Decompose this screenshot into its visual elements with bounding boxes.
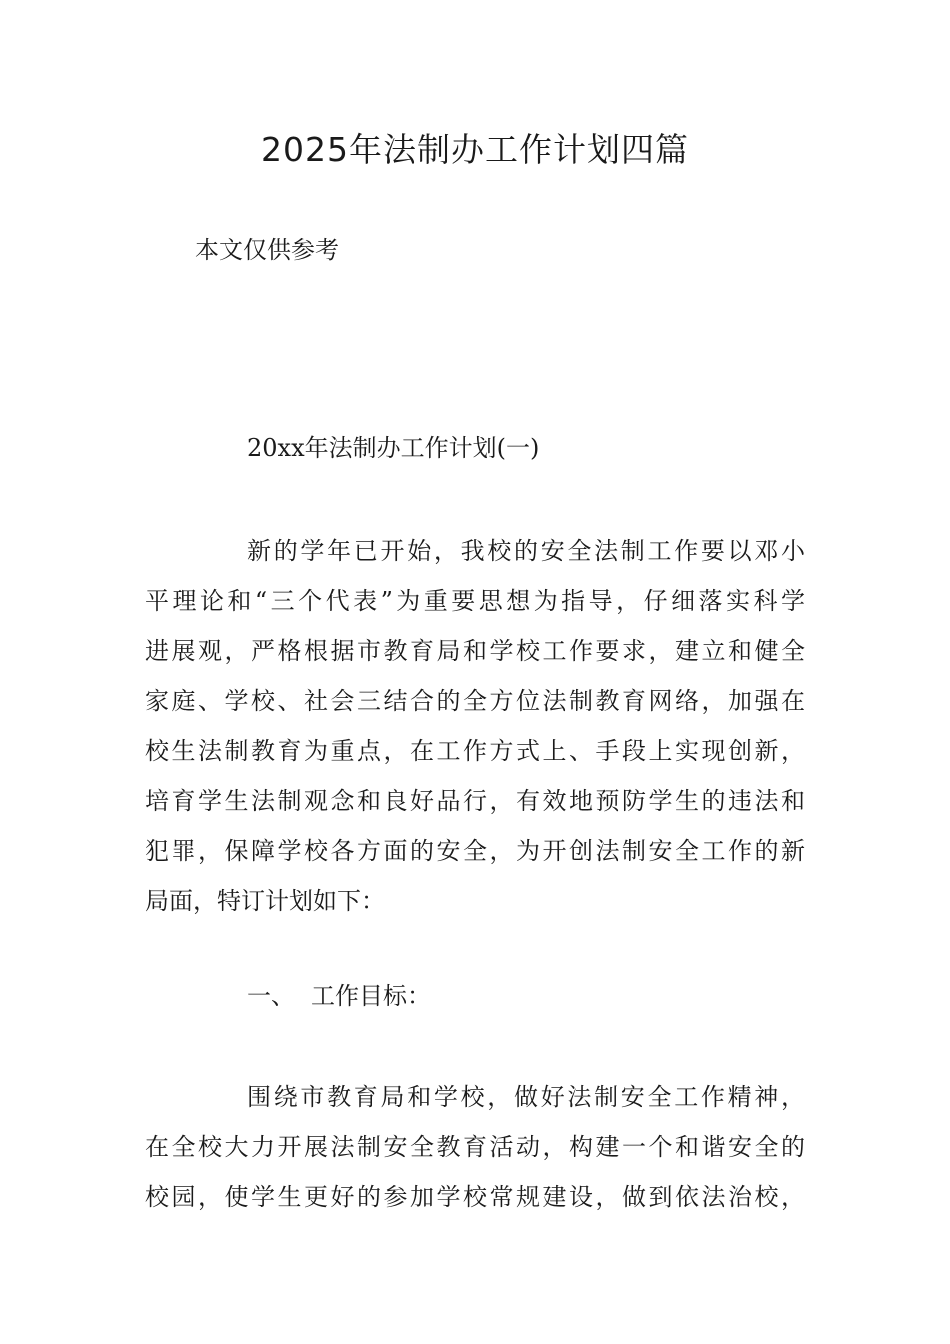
document-title: 2025年法制办工作计划四篇 [261,130,689,169]
subheading-text: 工作目标： [311,982,431,1010]
section-heading: 20xx年法制办工作计划(一) [247,434,540,462]
paragraph-line: 进展观，严格根据市教育局和学校工作要求，建立和健全 [145,637,805,665]
paragraph-line: 在全校大力开展法制安全教育活动，构建一个和谐安全的 [145,1133,805,1161]
paragraph-line: 局面，特订计划如下： [145,887,385,915]
paragraph-line: 新的学年已开始，我校的安全法制工作要以邓小 [247,537,805,565]
paragraph-line: 围绕市教育局和学校，做好法制安全工作精神， [247,1083,805,1111]
paragraph-line: 平理论和“三个代表”为重要思想为指导，仔细落实科学 [145,587,805,615]
subheading-number: 一、 [247,982,295,1010]
paragraph-line: 校园，使学生更好的参加学校常规建设，做到依法治校， [145,1183,805,1211]
paragraph-line: 培育学生法制观念和良好品行，有效地预防学生的违法和 [145,787,805,815]
goals-paragraph [145,1072,805,1222]
intro-paragraph [145,526,805,926]
paragraph-line: 校生法制教育为重点，在工作方式上、手段上实现创新， [145,737,805,765]
paragraph-line: 犯罪，保障学校各方面的安全，为开创法制安全工作的新 [145,837,805,865]
reference-note: 本文仅供参考 [195,236,339,264]
work-goals-heading [247,976,431,1016]
paragraph-line: 家庭、学校、社会三结合的全方位法制教育网络，加强在 [145,687,805,715]
